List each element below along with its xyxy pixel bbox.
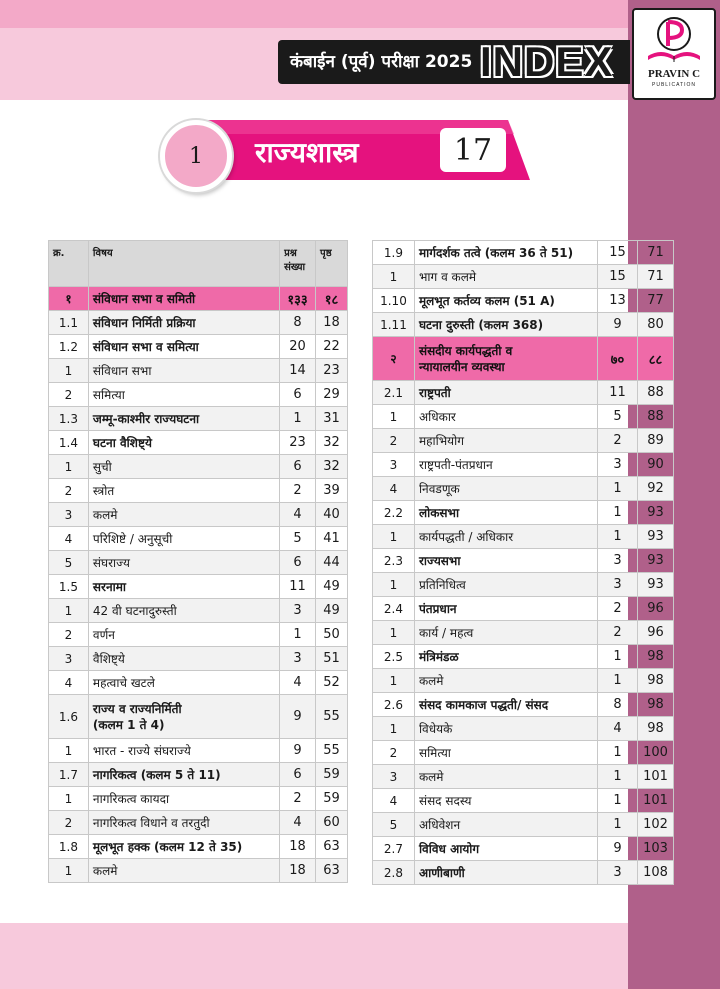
- row-question-count: 9: [598, 313, 638, 337]
- row-topic: संविधान सभा व समित्या: [88, 335, 279, 359]
- row-question-count: १३३: [280, 287, 316, 311]
- table-row: [373, 741, 674, 765]
- row-question-count: 2: [598, 429, 638, 453]
- row-page-number: 32: [316, 431, 348, 455]
- row-page-number: 55: [316, 739, 348, 763]
- table-row: [49, 551, 348, 575]
- row-number: 1: [49, 599, 89, 623]
- row-topic: संविधान सभा व समिती: [88, 287, 279, 311]
- row-number: 1: [373, 405, 415, 429]
- header-questions: प्रश्न संख्या: [280, 241, 316, 287]
- row-page-number: 90: [637, 453, 673, 477]
- row-page-number: 32: [316, 455, 348, 479]
- row-number: 1: [373, 525, 415, 549]
- header-page: पृष्ठ: [316, 241, 348, 287]
- row-page-number: 63: [316, 835, 348, 859]
- row-topic: आणीबाणी: [414, 861, 597, 885]
- row-page-number: 92: [637, 477, 673, 501]
- row-topic: कार्य / महत्व: [414, 621, 597, 645]
- row-number: 2: [49, 383, 89, 407]
- row-page-number: 101: [637, 765, 673, 789]
- row-topic: प्रतिनिधित्व: [414, 573, 597, 597]
- row-page-number: 52: [316, 671, 348, 695]
- row-page-number: 98: [637, 669, 673, 693]
- table-row: [49, 527, 348, 551]
- row-page-number: 100: [637, 741, 673, 765]
- row-number: 2.3: [373, 549, 415, 573]
- top-stripe: [0, 0, 628, 28]
- row-topic: भाग व कलमे: [414, 265, 597, 289]
- row-question-count: 3: [280, 647, 316, 671]
- row-topic: [88, 695, 279, 739]
- table-row: [49, 739, 348, 763]
- row-number: 5: [49, 551, 89, 575]
- row-question-count: 3: [598, 549, 638, 573]
- row-page-number: 29: [316, 383, 348, 407]
- table-header-row: [49, 241, 348, 287]
- row-topic: समित्या: [88, 383, 279, 407]
- row-number: 2.5: [373, 645, 415, 669]
- row-page-number: 98: [637, 693, 673, 717]
- row-topic: संघराज्य: [88, 551, 279, 575]
- row-number: 3: [49, 503, 89, 527]
- table-row: [373, 717, 674, 741]
- row-question-count: ७०: [598, 337, 638, 381]
- table-row: [373, 549, 674, 573]
- table-row: [373, 405, 674, 429]
- table-row: [49, 647, 348, 671]
- row-question-count: 3: [280, 599, 316, 623]
- row-page-number: 60: [316, 811, 348, 835]
- row-page-number: 71: [637, 241, 673, 265]
- row-page-number: ८८: [637, 337, 673, 381]
- row-topic: विधेयके: [414, 717, 597, 741]
- row-number: 1.10: [373, 289, 415, 313]
- row-question-count: 6: [280, 383, 316, 407]
- row-page-number: १८: [316, 287, 348, 311]
- row-page-number: 88: [637, 405, 673, 429]
- row-topic: लोकसभा: [414, 501, 597, 525]
- table-row: [373, 597, 674, 621]
- row-topic: महत्वाचे खटले: [88, 671, 279, 695]
- row-page-number: 59: [316, 763, 348, 787]
- subject-name: राज्यशास्त्र: [255, 136, 359, 169]
- table-row: [49, 287, 348, 311]
- row-number: 1: [49, 455, 89, 479]
- table-row: [373, 381, 674, 405]
- row-number: 1.5: [49, 575, 89, 599]
- row-topic: कलमे: [414, 669, 597, 693]
- row-number: 2: [373, 741, 415, 765]
- subject-count-box: 17: [440, 128, 506, 172]
- row-topic: निवडणूक: [414, 477, 597, 501]
- row-question-count: 1: [598, 765, 638, 789]
- table-row: [373, 501, 674, 525]
- row-number: 1.11: [373, 313, 415, 337]
- row-number: 1: [373, 669, 415, 693]
- row-topic: महाभियोग: [414, 429, 597, 453]
- table-row: [49, 599, 348, 623]
- row-number: २: [373, 337, 415, 381]
- row-topic: राष्ट्रपती: [414, 381, 597, 405]
- row-number: 1.6: [49, 695, 89, 739]
- row-question-count: 9: [598, 837, 638, 861]
- row-page-number: 51: [316, 647, 348, 671]
- row-question-count: 1: [598, 741, 638, 765]
- row-question-count: 2: [280, 479, 316, 503]
- row-question-count: 13: [598, 289, 638, 313]
- row-page-number: 44: [316, 551, 348, 575]
- row-topic: सुची: [88, 455, 279, 479]
- row-page-number: 98: [637, 645, 673, 669]
- row-number: 2.1: [373, 381, 415, 405]
- row-question-count: 1: [598, 645, 638, 669]
- row-page-number: 93: [637, 573, 673, 597]
- row-question-count: 9: [280, 739, 316, 763]
- row-number: 3: [49, 647, 89, 671]
- row-topic: वैशिष्ट्ये: [88, 647, 279, 671]
- row-question-count: 3: [598, 861, 638, 885]
- table-row: [49, 859, 348, 883]
- table-row: [373, 477, 674, 501]
- table-row: [49, 479, 348, 503]
- toc-table-left: [48, 240, 348, 883]
- table-row: [373, 669, 674, 693]
- row-question-count: 14: [280, 359, 316, 383]
- row-question-count: 4: [280, 503, 316, 527]
- row-topic-line1: संसदीय कार्यपद्धती व: [418, 343, 513, 358]
- row-question-count: 2: [598, 597, 638, 621]
- row-topic: कलमे: [88, 503, 279, 527]
- table-row: [49, 455, 348, 479]
- row-topic: पंतप्रधान: [414, 597, 597, 621]
- table-row: [373, 265, 674, 289]
- row-number: 5: [373, 813, 415, 837]
- row-topic-line2: (कलम 1 ते 4): [92, 717, 165, 732]
- table-row: [373, 621, 674, 645]
- row-number: 1: [49, 359, 89, 383]
- subject-number-circle: 1: [160, 120, 232, 192]
- book-logo-icon: [634, 12, 714, 68]
- row-page-number: 22: [316, 335, 348, 359]
- table-row: [49, 763, 348, 787]
- table-row: [49, 695, 348, 739]
- row-page-number: 101: [637, 789, 673, 813]
- table-row: [373, 573, 674, 597]
- row-page-number: 93: [637, 501, 673, 525]
- row-number: 2.4: [373, 597, 415, 621]
- row-number: 3: [373, 453, 415, 477]
- row-number: 1: [49, 787, 89, 811]
- row-number: 1.3: [49, 407, 89, 431]
- logo-name: PRAVIN C: [647, 68, 701, 80]
- row-page-number: 77: [637, 289, 673, 313]
- row-topic: संसद सदस्य: [414, 789, 597, 813]
- row-page-number: 49: [316, 599, 348, 623]
- row-question-count: 1: [598, 525, 638, 549]
- row-page-number: 63: [316, 859, 348, 883]
- table-row: [49, 787, 348, 811]
- table-row: [373, 525, 674, 549]
- table-row: [49, 575, 348, 599]
- row-question-count: 20: [280, 335, 316, 359]
- row-number: 2.6: [373, 693, 415, 717]
- row-page-number: 96: [637, 597, 673, 621]
- row-question-count: 5: [280, 527, 316, 551]
- row-page-number: 31: [316, 407, 348, 431]
- row-topic-line1: राज्य व राज्यनिर्मिती: [92, 701, 182, 716]
- index-title: INDEX: [480, 38, 614, 85]
- row-page-number: 89: [637, 429, 673, 453]
- row-page-number: 93: [637, 525, 673, 549]
- row-question-count: 6: [280, 551, 316, 575]
- row-number: 1.8: [49, 835, 89, 859]
- table-row: [49, 431, 348, 455]
- table-row: [373, 241, 674, 265]
- row-number: 4: [49, 671, 89, 695]
- row-page-number: 93: [637, 549, 673, 573]
- table-row: [373, 861, 674, 885]
- row-number: 2.2: [373, 501, 415, 525]
- table-row: [373, 837, 674, 861]
- table-row: [49, 311, 348, 335]
- row-question-count: 1: [598, 477, 638, 501]
- table-row: [49, 407, 348, 431]
- row-question-count: 4: [598, 717, 638, 741]
- row-topic: संविधान निर्मिती प्रक्रिया: [88, 311, 279, 335]
- row-question-count: 8: [598, 693, 638, 717]
- exam-title: कंबाईन (पूर्व) परीक्षा 2025: [290, 52, 473, 72]
- row-page-number: 23: [316, 359, 348, 383]
- row-question-count: 18: [280, 835, 316, 859]
- row-question-count: 1: [598, 813, 638, 837]
- row-number: 2: [373, 429, 415, 453]
- row-number: 1.9: [373, 241, 415, 265]
- row-page-number: 49: [316, 575, 348, 599]
- logo-subtitle: PUBLICATION: [652, 82, 696, 88]
- row-number: 1: [49, 859, 89, 883]
- row-topic: समित्या: [414, 741, 597, 765]
- publisher-logo: [632, 8, 716, 100]
- table-row: [49, 671, 348, 695]
- row-page-number: 96: [637, 621, 673, 645]
- row-topic: मूलभूत कर्तव्य कलम (51 A): [414, 289, 597, 313]
- row-topic: जम्मू-काश्मीर राज्यघटना: [88, 407, 279, 431]
- table-row: [373, 765, 674, 789]
- header-no: क्र.: [49, 241, 89, 287]
- header-topic: विषय: [88, 241, 279, 287]
- row-page-number: 59: [316, 787, 348, 811]
- row-page-number: 103: [637, 837, 673, 861]
- row-topic: कलमे: [414, 765, 597, 789]
- row-question-count: 1: [598, 501, 638, 525]
- row-topic: कार्यपद्धती / अधिकार: [414, 525, 597, 549]
- row-question-count: 15: [598, 241, 638, 265]
- table-row: [373, 693, 674, 717]
- row-page-number: 18: [316, 311, 348, 335]
- row-topic: स्त्रोत: [88, 479, 279, 503]
- row-topic: नागरिकत्व विधाने व तरतुदी: [88, 811, 279, 835]
- row-question-count: 1: [598, 789, 638, 813]
- row-number: 1: [373, 573, 415, 597]
- table-row: [49, 383, 348, 407]
- row-number: १: [49, 287, 89, 311]
- table-row: [49, 335, 348, 359]
- row-number: 4: [373, 789, 415, 813]
- row-number: 3: [373, 765, 415, 789]
- row-question-count: 2: [598, 621, 638, 645]
- row-topic: संविधान सभा: [88, 359, 279, 383]
- row-number: 1: [49, 739, 89, 763]
- row-page-number: 80: [637, 313, 673, 337]
- row-page-number: 88: [637, 381, 673, 405]
- row-topic: मार्गदर्शक तत्वे (कलम 36 ते 51): [414, 241, 597, 265]
- row-topic: अधिवेशन: [414, 813, 597, 837]
- row-page-number: 108: [637, 861, 673, 885]
- row-number: 4: [49, 527, 89, 551]
- row-topic: घटना वैशिष्ट्ये: [88, 431, 279, 455]
- row-topic: [414, 337, 597, 381]
- table-row: [49, 835, 348, 859]
- row-question-count: 5: [598, 405, 638, 429]
- row-topic: अधिकार: [414, 405, 597, 429]
- row-number: 2: [49, 811, 89, 835]
- row-number: 1.2: [49, 335, 89, 359]
- row-question-count: 15: [598, 265, 638, 289]
- row-page-number: 50: [316, 623, 348, 647]
- table-row: [373, 429, 674, 453]
- row-number: 1.7: [49, 763, 89, 787]
- row-topic: मंत्रिमंडळ: [414, 645, 597, 669]
- row-topic: कलमे: [88, 859, 279, 883]
- row-number: 1: [373, 621, 415, 645]
- row-number: 1: [373, 717, 415, 741]
- row-topic: राज्यसभा: [414, 549, 597, 573]
- row-number: 2.7: [373, 837, 415, 861]
- row-question-count: 11: [598, 381, 638, 405]
- table-row: [49, 359, 348, 383]
- row-question-count: 4: [280, 671, 316, 695]
- row-page-number: 55: [316, 695, 348, 739]
- row-question-count: 1: [598, 669, 638, 693]
- row-page-number: 102: [637, 813, 673, 837]
- row-page-number: 40: [316, 503, 348, 527]
- row-page-number: 71: [637, 265, 673, 289]
- toc-table-right: [372, 240, 674, 885]
- table-row: [373, 645, 674, 669]
- row-topic: 42 वी घटनादुरुस्ती: [88, 599, 279, 623]
- table-row: [49, 503, 348, 527]
- row-question-count: 9: [280, 695, 316, 739]
- table-row: [373, 289, 674, 313]
- table-row: [49, 811, 348, 835]
- row-number: 2: [49, 623, 89, 647]
- row-topic: संसद कामकाज पद्धती/ संसद: [414, 693, 597, 717]
- row-question-count: 8: [280, 311, 316, 335]
- row-number: 4: [373, 477, 415, 501]
- row-topic: सरनामा: [88, 575, 279, 599]
- row-question-count: 23: [280, 431, 316, 455]
- row-topic: वर्णन: [88, 623, 279, 647]
- row-page-number: 41: [316, 527, 348, 551]
- table-row: [373, 789, 674, 813]
- row-question-count: 1: [280, 407, 316, 431]
- row-number: 1.4: [49, 431, 89, 455]
- table-row: [373, 453, 674, 477]
- row-question-count: 2: [280, 787, 316, 811]
- row-question-count: 3: [598, 453, 638, 477]
- row-number: 1.1: [49, 311, 89, 335]
- row-question-count: 18: [280, 859, 316, 883]
- row-question-count: 4: [280, 811, 316, 835]
- row-topic: मूलभूत हक्क (कलम 12 ते 35): [88, 835, 279, 859]
- row-topic: नागरिकत्व कायदा: [88, 787, 279, 811]
- row-topic-line2: न्यायालयीन व्यवस्था: [418, 359, 505, 374]
- row-topic: राष्ट्रपती-पंतप्रधान: [414, 453, 597, 477]
- row-topic: घटना दुरुस्ती (कलम 368): [414, 313, 597, 337]
- row-question-count: 1: [280, 623, 316, 647]
- table-row: [373, 313, 674, 337]
- table-row: [49, 623, 348, 647]
- row-question-count: 3: [598, 573, 638, 597]
- row-number: 1: [373, 265, 415, 289]
- table-row: [373, 813, 674, 837]
- row-topic: नागरिकत्व (कलम 5 ते 11): [88, 763, 279, 787]
- row-number: 2: [49, 479, 89, 503]
- row-page-number: 98: [637, 717, 673, 741]
- row-question-count: 6: [280, 763, 316, 787]
- bottom-band: [0, 923, 628, 989]
- row-page-number: 39: [316, 479, 348, 503]
- row-number: 2.8: [373, 861, 415, 885]
- row-topic: परिशिष्टे / अनुसूची: [88, 527, 279, 551]
- row-topic: विविध आयोग: [414, 837, 597, 861]
- row-question-count: 11: [280, 575, 316, 599]
- table-row: [373, 337, 674, 381]
- row-topic: भारत - राज्ये संघराज्ये: [88, 739, 279, 763]
- row-question-count: 6: [280, 455, 316, 479]
